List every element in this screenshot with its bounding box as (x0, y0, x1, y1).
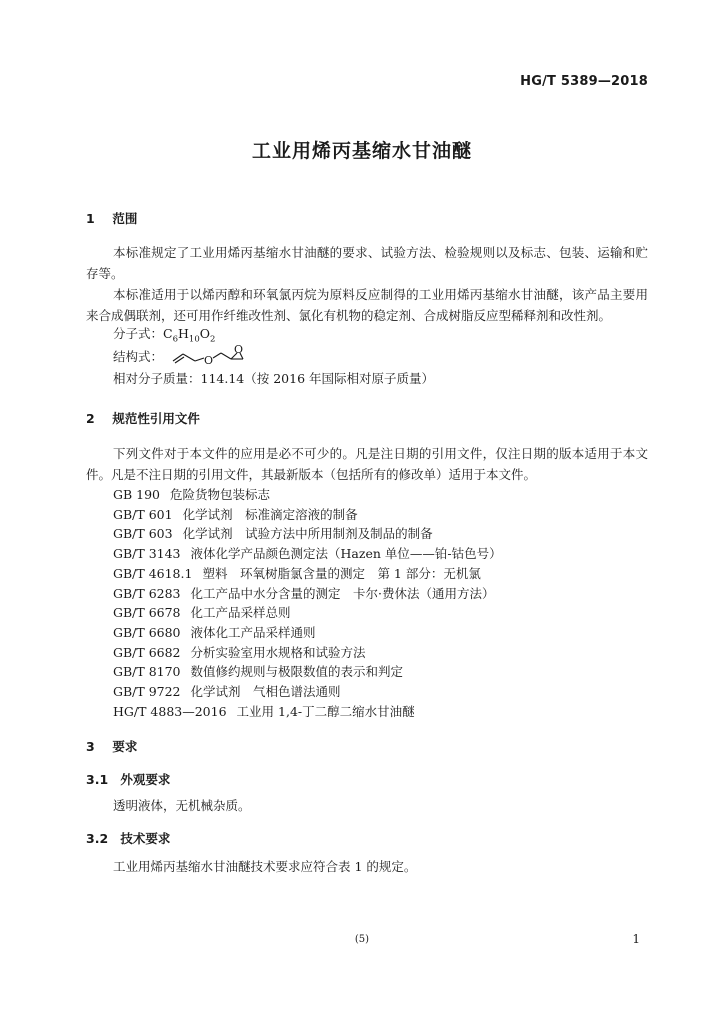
reference-item (113, 683, 341, 701)
subsection-number: 3.1 (86, 772, 109, 787)
reference-code: GB/T 9722 (113, 684, 181, 699)
footer-center-mark: (5) (354, 934, 370, 945)
reference-item (113, 624, 316, 642)
formula-label: 分子式： (113, 326, 164, 341)
subsection-3-1-text: 透明液体，无机械杂质。 (113, 798, 251, 813)
section-title: 规范性引用文件 (112, 411, 200, 426)
section-1-paragraph-2: 本标准适用于以烯丙醇和环氧氯丙烷为原料反应制得的工业用烯丙基缩水甘油醚，该产品主要用来合成偶联剂，还可用作纤维改性剂、氯化有机物的稳定剂、合成树脂反应型稀释剂和改性剂。 (86, 287, 648, 323)
reference-code: GB/T 6678 (113, 605, 181, 621)
section-1-paragraph-1: 本标准规定了工业用烯丙基缩水甘油醚的要求、试验方法、检验规则以及标志、包装、运输和贮存等。 (86, 245, 648, 281)
subsection-3-2-text: 工业用烯丙基缩水甘油醚技术要求应符合表 1 的规定。 (113, 859, 417, 874)
formula-c-sub: 6 (172, 334, 179, 345)
page-number: 1 (632, 932, 640, 946)
reference-code: GB/T 3143 (113, 546, 181, 562)
reference-title: 分析实验室用水规格和试验方法 (190, 644, 366, 660)
subsection-3-1-heading (86, 770, 170, 788)
subsection-title: 外观要求 (120, 772, 171, 787)
reference-title: 化学试剂 标准滴定溶液的制备 (182, 506, 358, 522)
reference-item (113, 644, 366, 662)
reference-title: 化工产品中水分含量的测定 卡尔·费休法（通用方法） (190, 585, 495, 601)
reference-item (113, 703, 415, 721)
formula-c: C (163, 326, 173, 341)
section-2-paragraph: 下列文件对于本文件的应用是必不可少的。凡是注日期的引用文件，仅注日期的版本适用于本文件。凡是不注日期的引用文件，其最新版本（包括所有的修改单）适用于本文件。 (86, 446, 648, 482)
document-title: 工业用烯丙基缩水甘油醚 (251, 140, 472, 162)
reference-code: GB/T 6283 (113, 585, 181, 601)
structure-label: 结构式： (113, 349, 164, 364)
reference-code: GB/T 6682 (113, 644, 181, 660)
reference-item (113, 486, 270, 504)
reference-code: GB/T 603 (113, 526, 173, 542)
reference-item (113, 565, 481, 583)
reference-item (113, 604, 291, 622)
epoxide-oxygen: O (234, 344, 244, 356)
reference-code: GB/T 6680 (113, 624, 181, 640)
reference-code: GB/T 601 (113, 506, 173, 522)
reference-title: 液体化工产品采样通则 (190, 624, 316, 640)
reference-title: 危险货物包装标志 (170, 487, 271, 502)
section-2-heading (86, 409, 200, 427)
reference-title: 化学试剂 气相色谱法通则 (190, 684, 341, 699)
reference-title: 工业用 1,4-丁二醇二缩水甘油醚 (236, 703, 415, 719)
subsection-title: 技术要求 (120, 831, 171, 846)
section-title: 要求 (112, 739, 138, 754)
formula-o: O (199, 326, 210, 341)
structure-diagram (169, 344, 261, 370)
reference-code: GB 190 (113, 487, 161, 502)
reference-item (113, 663, 403, 681)
formula-h: H (178, 326, 189, 341)
ether-oxygen: O (204, 354, 214, 367)
reference-code: GB/T 8170 (113, 664, 181, 680)
section-1-heading (86, 209, 137, 227)
section-number: 3 (86, 739, 95, 754)
reference-item (113, 506, 358, 524)
reference-title: 化工产品采样总则 (190, 605, 291, 621)
reference-code: GB/T 4618.1 (113, 565, 193, 581)
standard-number: HG/T 5389—2018 (520, 74, 648, 89)
structural-formula (113, 344, 261, 370)
reference-item (113, 545, 502, 563)
reference-title: 化学试剂 试验方法中所用制剂及制品的制备 (182, 526, 433, 542)
reference-title: 液体化学产品颜色测定法（Hazen 单位——铂-钴色号） (190, 546, 502, 562)
formula-h-sub: 10 (188, 334, 200, 345)
reference-title: 塑料 环氧树脂氯含量的测定 第 1 部分：无机氯 (202, 565, 481, 581)
section-title: 范围 (112, 211, 138, 226)
section-number: 1 (86, 211, 95, 226)
subsection-number: 3.2 (86, 831, 109, 846)
reference-item (113, 585, 495, 603)
subsection-3-2-heading (86, 829, 170, 847)
relative-molecular-mass: 相对分子质量：114.14（按 2016 年国际相对原子质量） (113, 371, 434, 386)
reference-title: 数值修约规则与极限数值的表示和判定 (190, 664, 404, 680)
section-3-heading (86, 737, 137, 755)
section-number: 2 (86, 411, 95, 426)
formula-o-sub: 2 (210, 334, 216, 345)
reference-item (113, 525, 433, 543)
reference-code: HG/T 4883—2016 (113, 703, 227, 719)
